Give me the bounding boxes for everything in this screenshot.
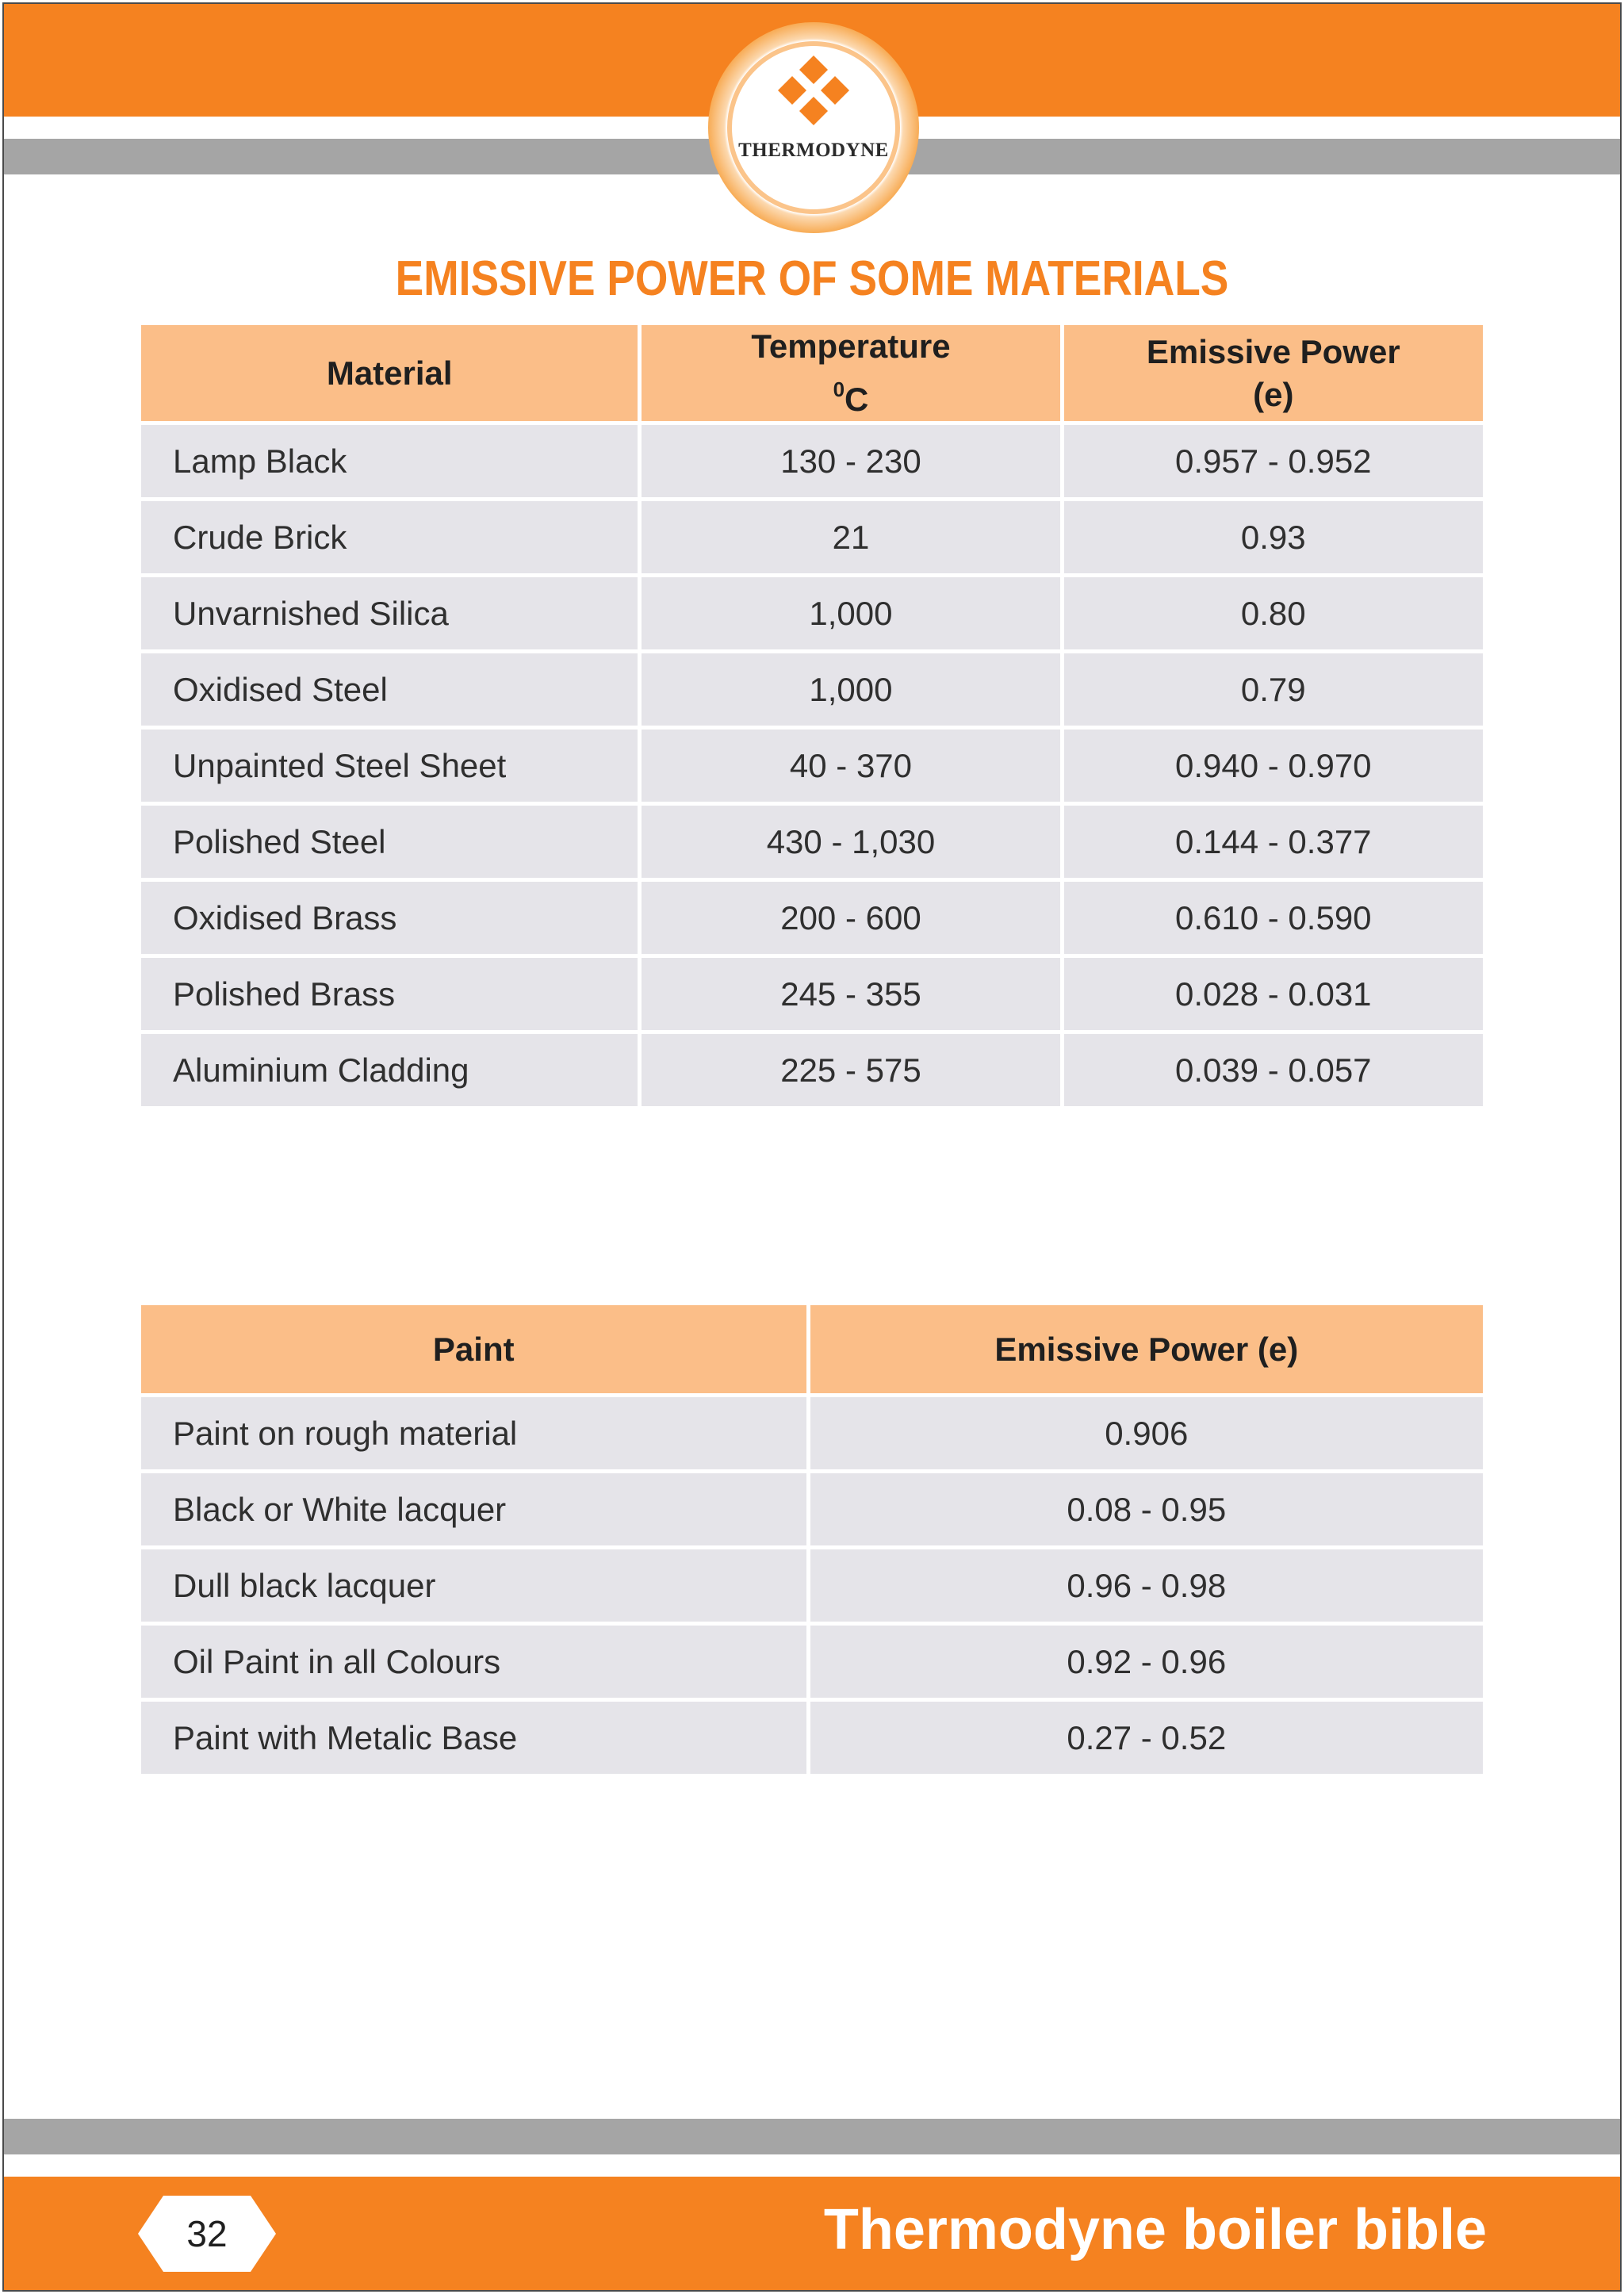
paint-header-row	[141, 1305, 1483, 1393]
emissive-cell: 0.144 - 0.377	[1064, 806, 1483, 878]
emissive-cell: 0.957 - 0.952	[1064, 425, 1483, 497]
material-cell: Polished Brass	[141, 958, 638, 1030]
emissive-cell: 0.93	[1064, 501, 1483, 573]
temperature-cell: 245 - 355	[642, 958, 1059, 1030]
table-row	[141, 501, 1483, 573]
table-row	[141, 577, 1483, 649]
table-row	[141, 425, 1483, 497]
paint-emissive-column-header: Emissive Power (e)	[810, 1305, 1483, 1393]
temperature-cell: 1,000	[642, 653, 1059, 726]
celsius-unit: C	[845, 381, 869, 418]
paint-cell: Paint with Metalic Base	[141, 1702, 806, 1774]
table-row	[141, 1473, 1483, 1545]
logo-text: THERMODYNE	[738, 140, 889, 161]
material-column-header: Material	[141, 325, 638, 421]
emissive-cell: 0.27 - 0.52	[810, 1702, 1483, 1774]
table-row	[141, 730, 1483, 802]
paint-cell: Oil Paint in all Colours	[141, 1626, 806, 1698]
page-number: 32	[186, 2213, 228, 2254]
material-cell: Lamp Black	[141, 425, 638, 497]
temperature-cell: 130 - 230	[642, 425, 1059, 497]
material-cell: Aluminium Cladding	[141, 1034, 638, 1106]
table-row	[141, 1549, 1483, 1622]
temperature-cell: 430 - 1,030	[642, 806, 1059, 878]
paint-column-header: Paint	[141, 1305, 806, 1393]
emissive-cell: 0.039 - 0.057	[1064, 1034, 1483, 1106]
degree-superscript: 0	[833, 377, 845, 401]
temperature-column-header	[642, 325, 1059, 421]
table-row	[141, 1702, 1483, 1774]
table-row	[141, 1626, 1483, 1698]
material-cell: Polished Steel	[141, 806, 638, 878]
paint-cell: Paint on rough material	[141, 1397, 806, 1469]
emissive-cell: 0.79	[1064, 653, 1483, 726]
material-cell: Oxidised Brass	[141, 882, 638, 954]
temperature-cell: 40 - 370	[642, 730, 1059, 802]
emissive-cell: 0.028 - 0.031	[1064, 958, 1483, 1030]
temperature-cell: 225 - 575	[642, 1034, 1059, 1106]
page-title: EMISSIVE POWER OF SOME MATERIALS	[395, 251, 1229, 306]
emissive-cell: 0.08 - 0.95	[810, 1473, 1483, 1545]
paint-cell: Dull black lacquer	[141, 1549, 806, 1622]
footer-gray-band	[4, 2119, 1620, 2154]
material-cell: Unvarnished Silica	[141, 577, 638, 649]
table-row	[141, 653, 1483, 726]
emissive-cell: 0.96 - 0.98	[810, 1549, 1483, 1622]
temperature-cell: 1,000	[642, 577, 1059, 649]
emissive-cell: 0.610 - 0.590	[1064, 882, 1483, 954]
emissive-cell: 0.92 - 0.96	[810, 1626, 1483, 1698]
emissive-column-header	[1064, 325, 1483, 421]
thermodyne-logo-icon	[766, 54, 861, 141]
table-row	[141, 806, 1483, 878]
paint-table	[137, 1301, 1487, 1778]
emissive-cell: 0.906	[810, 1397, 1483, 1469]
table-row	[141, 1397, 1483, 1469]
temperature-header-unit	[642, 368, 1059, 421]
table-row	[141, 958, 1483, 1030]
table-row	[141, 1034, 1483, 1106]
material-cell: Unpainted Steel Sheet	[141, 730, 638, 802]
emissive-cell: 0.940 - 0.970	[1064, 730, 1483, 802]
materials-table	[137, 321, 1487, 1110]
emissive-header-symbol: (e)	[1253, 375, 1294, 413]
table-row	[141, 882, 1483, 954]
paint-cell: Black or White lacquer	[141, 1473, 806, 1545]
material-cell: Crude Brick	[141, 501, 638, 573]
materials-header-row	[141, 325, 1483, 421]
material-cell: Oxidised Steel	[141, 653, 638, 726]
emissive-header-label: Emissive Power	[1146, 332, 1400, 370]
emissive-cell: 0.80	[1064, 577, 1483, 649]
footer-title: Thermodyne boiler bible	[823, 2198, 1487, 2261]
temperature-header-label: Temperature	[751, 327, 951, 365]
temperature-cell: 21	[642, 501, 1059, 573]
temperature-cell: 200 - 600	[642, 882, 1059, 954]
